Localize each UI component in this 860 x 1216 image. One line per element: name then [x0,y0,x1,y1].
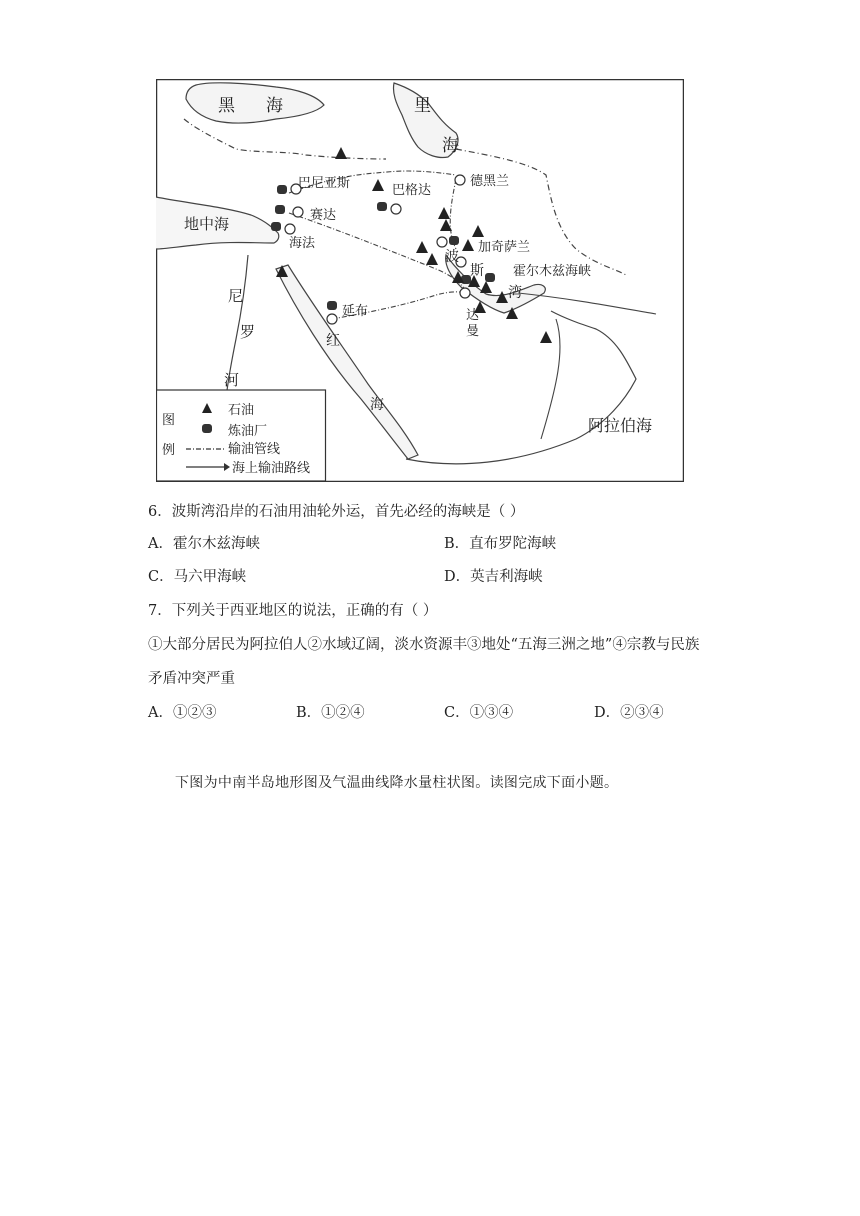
label-caspian-1: 里 [414,96,431,116]
label-dhahran-2: 曼 [466,324,480,339]
label-red-sea-1: 红 [326,333,340,349]
q7-option-c: C．①③④ [444,705,514,721]
legend-route: 海上输油路线 [232,461,311,476]
label-gulf-3: 湾 [508,285,522,301]
q6-option-c: C．马六甲海峡 [148,569,247,585]
q7-option-b: B．①②④ [296,705,365,721]
legend-title-2: 例 [162,443,176,458]
label-dhahran-1: 达 [466,308,480,323]
q7-statements-line1: ①大部分居民为阿拉伯人②水域辽阔，淡水资源丰③地处“五海三洲之地”④宗教与民族 [148,637,700,653]
label-yanbu: 延布 [342,304,369,319]
q7-option-d: D．②③④ [594,705,664,721]
legend-refinery: 炼油厂 [228,424,268,439]
label-hormuz: 霍尔木兹海峡 [513,264,592,279]
label-gulf-2: 斯 [470,263,484,279]
label-tehran: 德黑兰 [470,174,510,189]
label-baniyas: 巴尼亚斯 [298,176,351,191]
label-arabian-sea: 阿拉伯海 [588,416,653,435]
middle-east-oil-map [156,79,684,482]
label-mediterranean: 地中海 [184,215,230,233]
label-gulf-1: 波 [445,249,459,265]
map-svg [156,79,684,482]
legend [157,390,326,481]
q7-option-a: A．①②③ [148,705,217,721]
q6-option-b: B．直布罗陀海峡 [444,536,557,552]
label-red-sea-2: 海 [370,397,384,413]
legend-refinery-icon [202,424,212,433]
label-nile-2: 罗 [240,323,256,341]
legend-title-1: 图 [162,413,176,428]
label-baghdad: 巴格达 [392,183,432,198]
legend-pipeline: 输油管线 [228,442,281,457]
q6-stem: 6．波斯湾沿岸的石油用油轮外运，首先必经的海峡是（ ） [148,504,525,520]
q6-option-d: D．英吉利海峡 [444,569,543,585]
label-haifa: 海法 [289,236,316,251]
label-saida: 赛达 [310,208,337,223]
label-nile-1: 尼 [228,287,244,305]
label-black-sea-2: 海 [266,96,283,116]
q7-statements-line2: 矛盾冲突严重 [148,671,235,687]
label-black-sea-1: 黑 [218,96,235,116]
q6-option-a: A．霍尔木兹海峡 [148,536,260,552]
label-nile-3: 河 [224,371,240,389]
label-caspian-2: 海 [442,136,459,156]
q7-stem: 7．下列关于西亚地区的说法，正确的有（ ） [148,603,438,619]
legend-oil: 石油 [228,403,255,418]
label-gachsaran: 加奇萨兰 [478,240,531,255]
next-section-intro: 下图为中南半岛地形图及气温曲线降水量柱状图。读图完成下面小题。 [175,775,619,791]
